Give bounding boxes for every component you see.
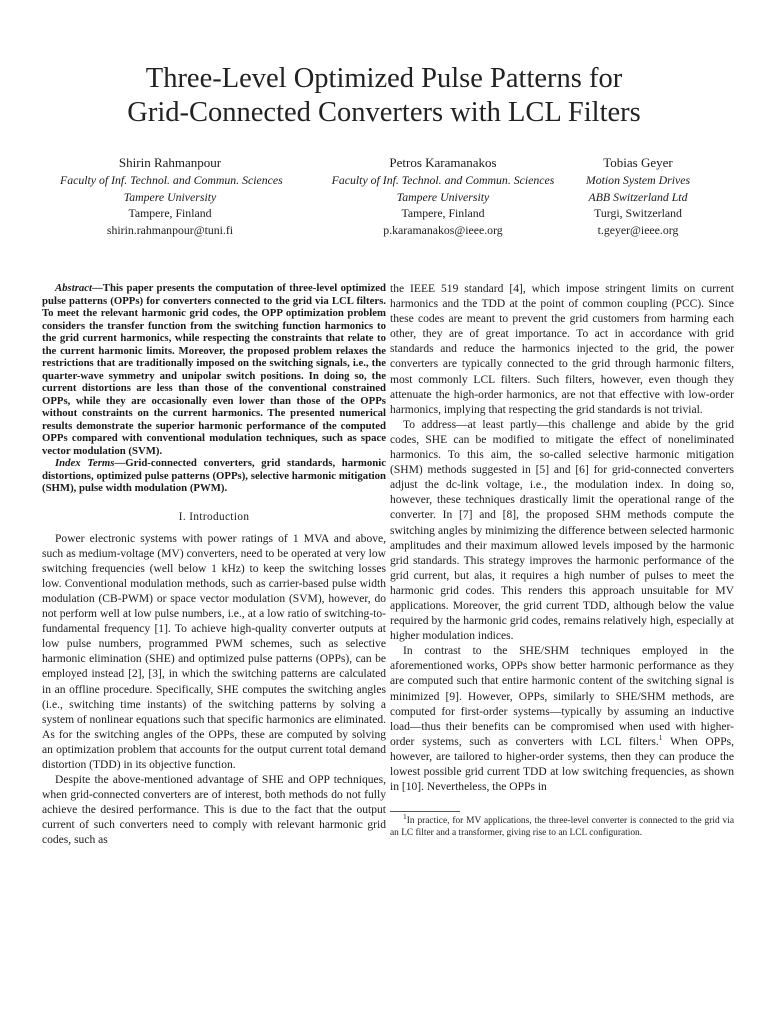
author-institution: ABB Switzerland Ltd	[588, 189, 688, 204]
title-line-1: Three-Level Optimized Pulse Patterns for	[145, 63, 623, 94]
author-email: p.karamanakos@ieee.org	[383, 222, 503, 237]
abstract	[42, 282, 386, 457]
author-affiliation: Faculty of Inf. Technol. and Commun. Sciences	[331, 173, 555, 188]
body-paragraph: Despite the above-mentioned advantage of SHE and OPP techniques, when grid-connected converters are of interest, both methods do not fully achieve the desired performance. This is due to the fact that the output current of such converters need to comply with relevant harmonic grid codes, such as	[42, 774, 386, 847]
author-name: Shirin Rahmanpour	[118, 155, 222, 170]
abstract-label: Abstract	[55, 282, 93, 294]
author-block	[60, 155, 740, 240]
author-1	[60, 155, 283, 238]
footnote-marker: 1	[658, 732, 663, 742]
left-column	[42, 282, 386, 849]
author-email: t.geyer@ieee.org	[597, 222, 679, 237]
author-location: Tampere, Finland	[401, 206, 485, 221]
author-institution: Tampere University	[396, 189, 490, 204]
abstract-text: —This paper presents the computation of three-level optimized pulse patterns (OPPs) for converters connected to the grid via LCL filters. To meet the relevant harmonic grid codes, the OPP optimization problem considers the transfer function from the switching function harmonics to the grid current harmonics, while respecting the constraints that relate to the current harmonic limits. Moreover, the proposed problem relaxes the restrictions that are traditionally imposed on the switching signals, i.e., the quarter-wave symmetry and unipolar switch positions. In doing so, the current distortions are less than those of the conventional constrained OPPs, while they are occasionally even lower than those of the OPPs without constraints on the current harmonics. The presented numerical results demonstrate the superior harmonic performance of the computed OPPs compared with conventional modulation techniques, such as space vector modulation (SVM).	[42, 282, 386, 457]
index-terms	[42, 457, 386, 495]
body-paragraph: To address—at least partly—this challenge and abide by the grid codes, SHE can be modified to mitigate the effect of noneliminated harmonics. To this aim, the so-called selective harmonic mitigation (SHM) methods suggested in [5] and [6] for grid-connected converters adjust the dc-link voltage, i.e., the modulation index. In doing so, however, these techniques drastically limit the operational range of the converter. In [7] and [8], the proposed SHM methods compute the switching angles by minimizing the difference between selected harmonic amplitudes and their maximum allowed levels imposed by the harmonic grid standards. This strategy improves the harmonic performance of the grid current, but alas, it requires a high number of pulses to meet the harmonic grid codes. This renders this approach unsuitable for MV applications. Moreover, the grid current TDD, although below the value required by the harmonic grid codes, remains relatively high, especially at higher modulation indices.	[390, 418, 734, 643]
footnote-text: In practice, for MV applications, the three-level converter is connected to the grid via an LC filter and a transformer, giving rise to an LCL configuration.	[390, 816, 734, 838]
author-location: Turgi, Switzerland	[594, 206, 682, 221]
body-paragraph: the IEEE 519 standard [4], which impose stringent limits on current harmonics and the TDD at the point of common coupling (PCC). Since these codes are meant to prevent the grid customers from harming each other, they are of great importance. To act in accordance with grid standards and reduce the harmonics injected to the grid, the power converters are typically connected to the grid through harmonic filters, most commonly LCL filters. Such filters, however, even though they attenuate the high-order harmonics, are not that effective with low-order harmonics, implying that respecting the grid standards is not trivial.	[390, 283, 734, 416]
author-3	[568, 155, 708, 238]
section-heading: I. Introduction	[178, 510, 250, 523]
author-affiliation: Faculty of Inf. Technol. and Commun. Sciences	[60, 173, 283, 188]
footnote	[390, 812, 734, 839]
body-paragraph: Power electronic systems with power ratings of 1 MVA and above, such as medium-voltage (MV) converters, need to be operated at very low switching frequencies (well below 1 kHz) to keep the switching losses low. Conventional modulation methods, such as carrier-based pulse width modulation (CB-PWM) or space vector modulation (SVM), however, do not perform well at low pulse numbers, i.e., at a low ratio of switching-to-fundamental frequency [1]. To achieve high-quality converter outputs at low pulse numbers, programmed PWM schemes, such as selective harmonic elimination (SHE) and optimized pulse patterns (OPPs), can be employed instead [2], [3], in which the switching patterns are calculated in an offline procedure. Specifically, SHE computes the switching angles (i.e., switching time instants) of the switching patterns by solving a system of nonlinear equations such that specific harmonics are eliminated. As for the switching angles of the OPPs, these are computed by solving an optimization problem that accounts for the output current total demand distortion (TDD) in its objective function.	[42, 532, 386, 771]
index-terms-label: Index Terms	[55, 457, 115, 469]
footnote-divider	[390, 811, 460, 812]
body-paragraph	[390, 644, 734, 795]
author-institution: Tampere University	[123, 189, 217, 204]
index-terms-text: —Grid-connected converters, grid standards, harmonic distortions, optimized pulse patterns (OPPs), selective harmonic mitigation (SHM), pulse width modulation (PWM).	[42, 457, 387, 494]
footnote-number: 1	[403, 812, 407, 822]
body-text: In contrast to the SHE/SHM techniques employed in the aforementioned works, OPPs show better harmonic performance as they are computed such that entire harmonic content of the switching signal is minimized [9]. However, OPPs, similarly to SHE/SHM methods, are computed for first-order systems—typically by assuming an inductive load—thus their benefits can be compromised when used with higher-order systems, such as converters with LCL filters.	[390, 645, 734, 748]
title-line-2: Grid-Connected Converters with LCL Filters	[127, 97, 641, 128]
author-name: Petros Karamanakos	[389, 155, 497, 170]
author-location: Tampere, Finland	[128, 206, 212, 221]
author-name: Tobias Geyer	[603, 155, 673, 170]
author-2	[322, 155, 564, 238]
author-affiliation: Motion System Drives	[585, 173, 691, 188]
author-email: shirin.rahmanpour@tuni.fi	[106, 222, 234, 237]
right-column	[390, 282, 734, 839]
paper-title	[40, 62, 728, 130]
body-text: When OPPs, however, are tailored to higher-order systems, then they can produce the lowest possible grid current TDD at low switching frequencies, as shown in [10]. Nevertheless, the OPPs in	[390, 735, 734, 794]
